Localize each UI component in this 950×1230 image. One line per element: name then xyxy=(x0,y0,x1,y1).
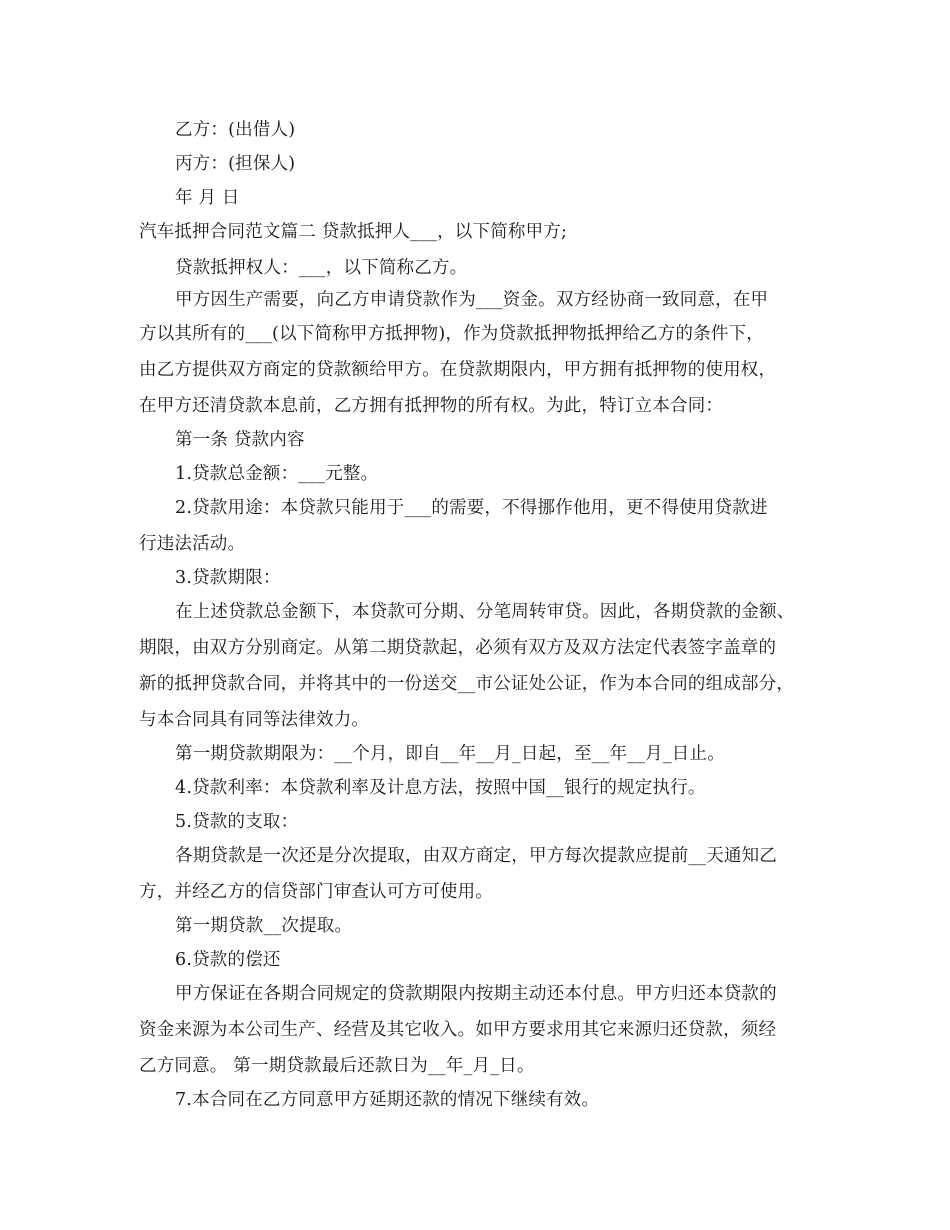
section-title-line: 汽车抵押合同范文篇二 贷款抵押人___，以下简称甲方; xyxy=(139,222,568,242)
clause-line: 第一期贷款期限为：__个月，即自__年__月_日起，至__年__月_日止。 xyxy=(175,744,725,764)
paragraph-line: 各期贷款是一次还是分次提取，由双方商定，甲方每次提款应提前__天通知乙 xyxy=(175,846,777,866)
paragraph-line: 新的抵押贷款合同，并将其中的一份送交__市公证处公证，作为本合同的组成部分， xyxy=(139,674,795,694)
clause-line: 3.贷款期限： xyxy=(175,568,281,588)
paragraph-line: 在甲方还清贷款本息前，乙方拥有抵押物的所有权。为此，特订立本合同： xyxy=(139,396,724,416)
clause-line: 4.贷款利率：本贷款利率及计息方法，按照中国__银行的规定执行。 xyxy=(175,778,706,798)
paragraph-line: 甲方因生产需要，向乙方申请贷款作为___资金。双方经协商一致同意，在甲 xyxy=(175,290,769,310)
party-b-line: 乙方：(出借人) xyxy=(175,120,296,140)
date-line: 年 月 日 xyxy=(175,188,240,208)
paragraph-line: 期限，由双方分别商定。从第二期贷款起，必须有双方及双方法定代表签字盖章的 xyxy=(139,638,777,658)
paragraph-line: 贷款抵押权人：___，以下简称乙方。 xyxy=(175,258,468,278)
paragraph-line: 方以其所有的___(以下简称甲方抵押物)，作为贷款抵押物抵押给乙方的条件下， xyxy=(139,324,765,344)
paragraph-line: 由乙方提供双方商定的贷款额给甲方。在贷款期限内，甲方拥有抵押物的使用权， xyxy=(139,360,777,380)
paragraph-line: 甲方保证在各期合同规定的贷款期限内按期主动还本付息。甲方归还本贷款的 xyxy=(175,984,777,1004)
clause-line: 行违法活动。 xyxy=(139,534,246,554)
paragraph-line: 方，并经乙方的信贷部门审查认可方可使用。 xyxy=(139,882,493,902)
article-heading: 第一条 贷款内容 xyxy=(175,430,305,450)
party-c-line: 丙方：(担保人) xyxy=(175,154,296,174)
clause-line: 7.本合同在乙方同意甲方延期还款的情况下继续有效。 xyxy=(175,1090,600,1110)
paragraph-line: 乙方同意。 第一期贷款最后还款日为__年_月_日。 xyxy=(139,1056,535,1076)
clause-line: 5.贷款的支取： xyxy=(175,812,299,832)
paragraph-line: 与本合同具有同等法律效力。 xyxy=(139,710,370,730)
paragraph-line: 资金来源为本公司生产、经营及其它收入。如甲方要求用其它来源归还贷款，须经 xyxy=(139,1020,777,1040)
paragraph-line: 在上述贷款总金额下，本贷款可分期、分笔周转审贷。因此，各期贷款的金额、 xyxy=(175,602,795,622)
clause-line: 6.贷款的偿还 xyxy=(175,950,281,970)
clause-line: 1.贷款总金额：___元整。 xyxy=(175,464,379,484)
clause-line: 2.贷款用途：本贷款只能用于___的需要，不得挪作他用，更不得使用贷款进 xyxy=(175,498,768,518)
clause-line: 第一期贷款__次提取。 xyxy=(175,916,353,936)
